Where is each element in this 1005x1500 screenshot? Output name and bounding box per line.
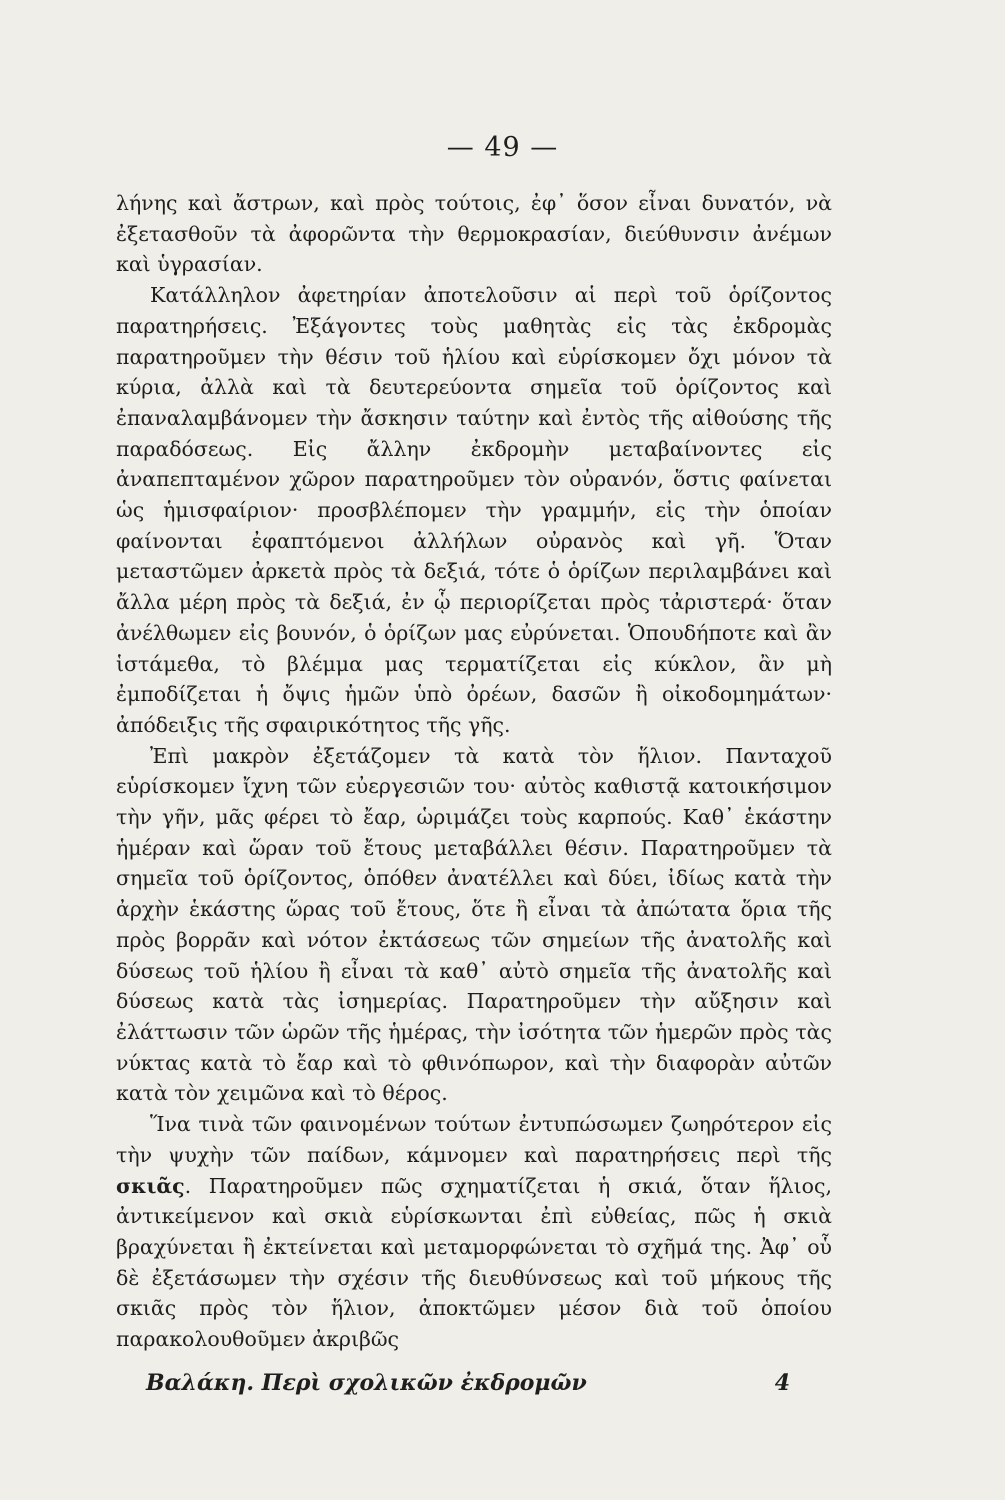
paragraph-4-text-a: Ἵνα τινὰ τῶν φαινομένων τούτων ἐντυπώσωμεν ζωηρότερον εἰς τὴν ψυχὴν τῶν παίδων, κάμνομεν καὶ παρατηρήσεις περὶ τῆς (116, 1112, 832, 1167)
body-text (116, 188, 832, 1355)
page-number: — 49 — (446, 132, 559, 163)
paragraph-2: Κατάλληλον ἀφετηρίαν ἀποτελοῦσιν αἱ περὶ τοῦ ὁρίζοντος παρατηρήσεις. Ἐξάγοντες τοὺς μαθητὰς εἰς τὰς ἐκδρομὰς παρατηροῦμεν τὴν θέσιν τοῦ ἡλίου καὶ εὑρίσκομεν ὄχι μόνον τὰ κύρια, ἀλλὰ καὶ τὰ δευτερεύοντα σημεῖα τοῦ ὁρίζοντος καὶ ἐπαναλαμβάνομεν τὴν ἄσκησιν ταύτην καὶ ἐντὸς τῆς αἰθούσης τῆς παραδόσεως. Εἰς ἄλλην ἐκδρομὴν μεταβαίνοντες εἰς ἀναπεπταμένον χῶρον παρατηροῦμεν τὸν οὐρανόν, ὅστις φαίνεται ὡς ἡμισφαίριον· προσβλέπομεν τὴν γραμμήν, εἰς τὴν ὁποίαν φαίνονται ἐφαπτόμενοι ἀλλήλων οὐρανὸς καὶ γῆ. Ὅταν μεταστῶμεν ἀρκετὰ πρὸς τὰ δεξιά, τότε ὁ ὁρίζων περιλαμβάνει καὶ ἄλλα μέρη πρὸς τὰ δεξιά, ἐν ᾧ περιορίζεται πρὸς τἀριστερά· ὅταν ἀνέλθωμεν εἰς βουνόν, ὁ ὁρίζων μας εὐρύνεται. Ὁπουδήποτε καὶ ἂν ἱστάμεθα, τὸ βλέμμα μας τερματίζεται εἰς κύκλον, ἂν μὴ ἐμποδίζεται ἡ ὄψις ἡμῶν ὑπὸ ὀρέων, δασῶν ἢ οἰκοδομημάτων· ἀπόδειξις τῆς σφαιρικότητος τῆς γῆς. (116, 283, 832, 737)
paragraph-3: Ἐπὶ μακρὸν ἐξετάζομεν τὰ κατὰ τὸν ἥλιον. Πανταχοῦ εὑρίσκομεν ἴχνη τῶν εὐεργεσιῶν του· αὐτὸς καθιστᾷ κατοικήσιμον τὴν γῆν, μᾶς φέρει τὸ ἔαρ, ὡριμάζει τοὺς καρπούς. Καθ᾽ ἑκάστην ἡμέραν καὶ ὥραν τοῦ ἔτους μεταβάλλει θέσιν. Παρατηροῦμεν τὰ σημεῖα τοῦ ὁρίζοντος, ὁπόθεν ἀνατέλλει καὶ δύει, ἰδίως κατὰ τὴν ἀρχὴν ἑκάστης ὥρας τοῦ ἔτους, ὅτε ἢ εἶναι τὰ ἀπώτατα ὅρια τῆς πρὸς βορρᾶν καὶ νότον ἐκτάσεως τῶν σημείων τῆς ἀνατολῆς καὶ δύσεως τοῦ ἡλίου ἢ εἶναι τὰ καθ᾽ αὐτὸ σημεῖα τῆς ἀνατολῆς καὶ δύσεως κατὰ τὰς ἰσημερίας. Παρατηροῦμεν τὴν αὔξησιν καὶ ἐλάττωσιν τῶν ὡρῶν τῆς ἡμέρας, τὴν ἰσότητα τῶν ἡμερῶν πρὸς τὰς νύκτας κατὰ τὸ ἔαρ καὶ τὸ φθινόπωρον, καὶ τὴν διαφορὰν αὐτῶν κατὰ τὸν χειμῶνα καὶ τὸ θέρος. (116, 743, 832, 1106)
footer-signature-number: 4 (774, 1370, 790, 1396)
paragraph-4-bold-term: σκιᾶς (116, 1173, 185, 1198)
paragraph-4-text-b: . Παρατηροῦμεν πῶς σχηματίζεται ἡ σκιά, ὅταν ἥλιος, ἀντικείμενον καὶ σκιὰ εὑρίσκωνται ἐπὶ εὐθείας, πῶς ἡ σκιὰ βραχύνεται ἢ ἐκτείνεται καὶ μεταμορφώνεται τὸ σχῆμά της. Ἀφ᾽ οὗ δὲ ἐξετάσωμεν τὴν σχέσιν τῆς διευθύνσεως καὶ τοῦ μήκους τῆς σκιᾶς πρὸς τὸν ἥλιον, ἀποκτῶμεν μέσον διὰ τοῦ ὁποίου παρακολουθοῦμεν ἀκριβῶς (116, 1173, 832, 1352)
page-footer (146, 1370, 826, 1396)
paragraph-1: λήνης καὶ ἄστρων, καὶ πρὸς τούτοις, ἐφ᾽ ὅσον εἶναι δυνατόν, νὰ ἐξετασθοῦν τὰ ἀφορῶντα τὴν θερμοκρασίαν, διεύθυνσιν ἀνέμων καὶ ὑγρασίαν. (116, 191, 832, 277)
footer-signature: Βαλάκη. Περὶ σχολικῶν ἐκδρομῶν (146, 1370, 587, 1396)
paragraph-4 (116, 1109, 832, 1355)
